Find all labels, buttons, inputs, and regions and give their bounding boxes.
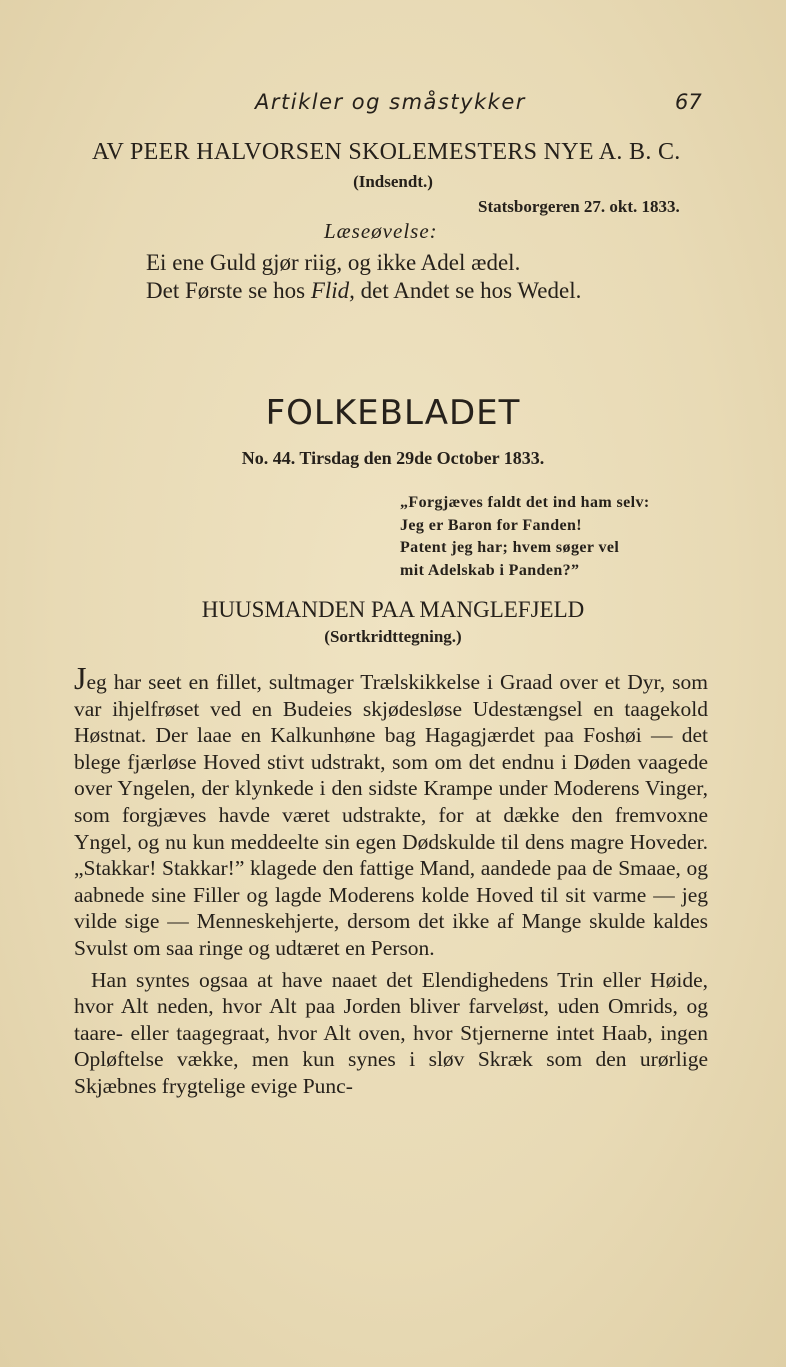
exercise-label: Læseøvelse:: [324, 219, 438, 243]
source-citation: Statsborgeren 27. okt. 1833.: [478, 197, 680, 216]
verse-line-1: Ei ene Guld gjør riig, og ikke Adel ædel.: [146, 250, 521, 275]
submitted-note: (Indsendt.): [353, 172, 433, 191]
verse-line-2-start: Det Første se hos: [146, 278, 311, 303]
running-header-title: Artikler og småstykker: [255, 90, 526, 114]
verse-line-2-end: det Andet se hos Wedel.: [354, 278, 582, 303]
newspaper-title: FOLKEBLADET: [265, 393, 521, 433]
paragraph-2: Han syntes ogsaa at have naaet det Elendighedens Trin eller Høide, hvor Alt neden, hvor Alt paa Jorden bliver farveløst, uden Omrids, og taare- eller taagegraat, hvor Alt oven, hvor Stjernerne intet Haab, ingen Opløftelse vække, men kun synes i sløv Skræk som den urørlige Skjæbnes frygtelige evige Punc-: [74, 967, 708, 1098]
verse-line-2: [146, 278, 581, 304]
issue-line: No. 44. Tirsdag den 29de October 1833.: [241, 448, 545, 468]
page-number: 67: [675, 90, 702, 114]
epigraph: „Forgjæves faldt det ind ham selv: Jeg er Baron for Fanden! Patent jeg har; hvem søger vel mit Adelskab i Panden?”: [400, 494, 650, 579]
verse-line-2-italic: Flid,: [310, 278, 355, 303]
article-title: HUUSMANDEN PAA MANGLEFJELD: [201, 597, 585, 622]
article-body: [74, 660, 708, 1100]
drop-cap: J: [74, 660, 87, 696]
paragraph-1: [74, 660, 708, 962]
article-subtitle: (Sortkridttegning.): [324, 627, 462, 646]
paragraph-1-text: eg har seet en fillet, sultmager Trælskikkelse i Graad over et Dyr, som var ihjelfrøset ved en Budeies skjødesløse Udestængsel en taagekold Høstnat. Der laae en Kalkunhøne bag Hagagjærdet paa Foshøi — det blege fjærløse Hoved stivt udstrakt, som om det endnu i Døden vaagede over Yngelen, der klynkede i den sidste Krampe under Moderens Vinger, som forgjæves havde været udstrakte, for at dække den fremvoxne Yngel, og nu kun meddeelte sin egen Dødskulde til dens magre Hoveder. „Stakkar! Stakkar!” klagede den fattige Mand, aandede paa de Smaae, og aabnede sine Filler og lagde Moderens kolde Hoved til sit varme — jeg vilde sige — Menneskehjerte, dersom det ikke af Mange skulde kaldes Svulst om saa ringe og udtæret en Person.: [74, 670, 708, 960]
section-heading: AV PEER HALVORSEN SKOLEMESTERS NYE A. B. C.: [92, 139, 681, 165]
